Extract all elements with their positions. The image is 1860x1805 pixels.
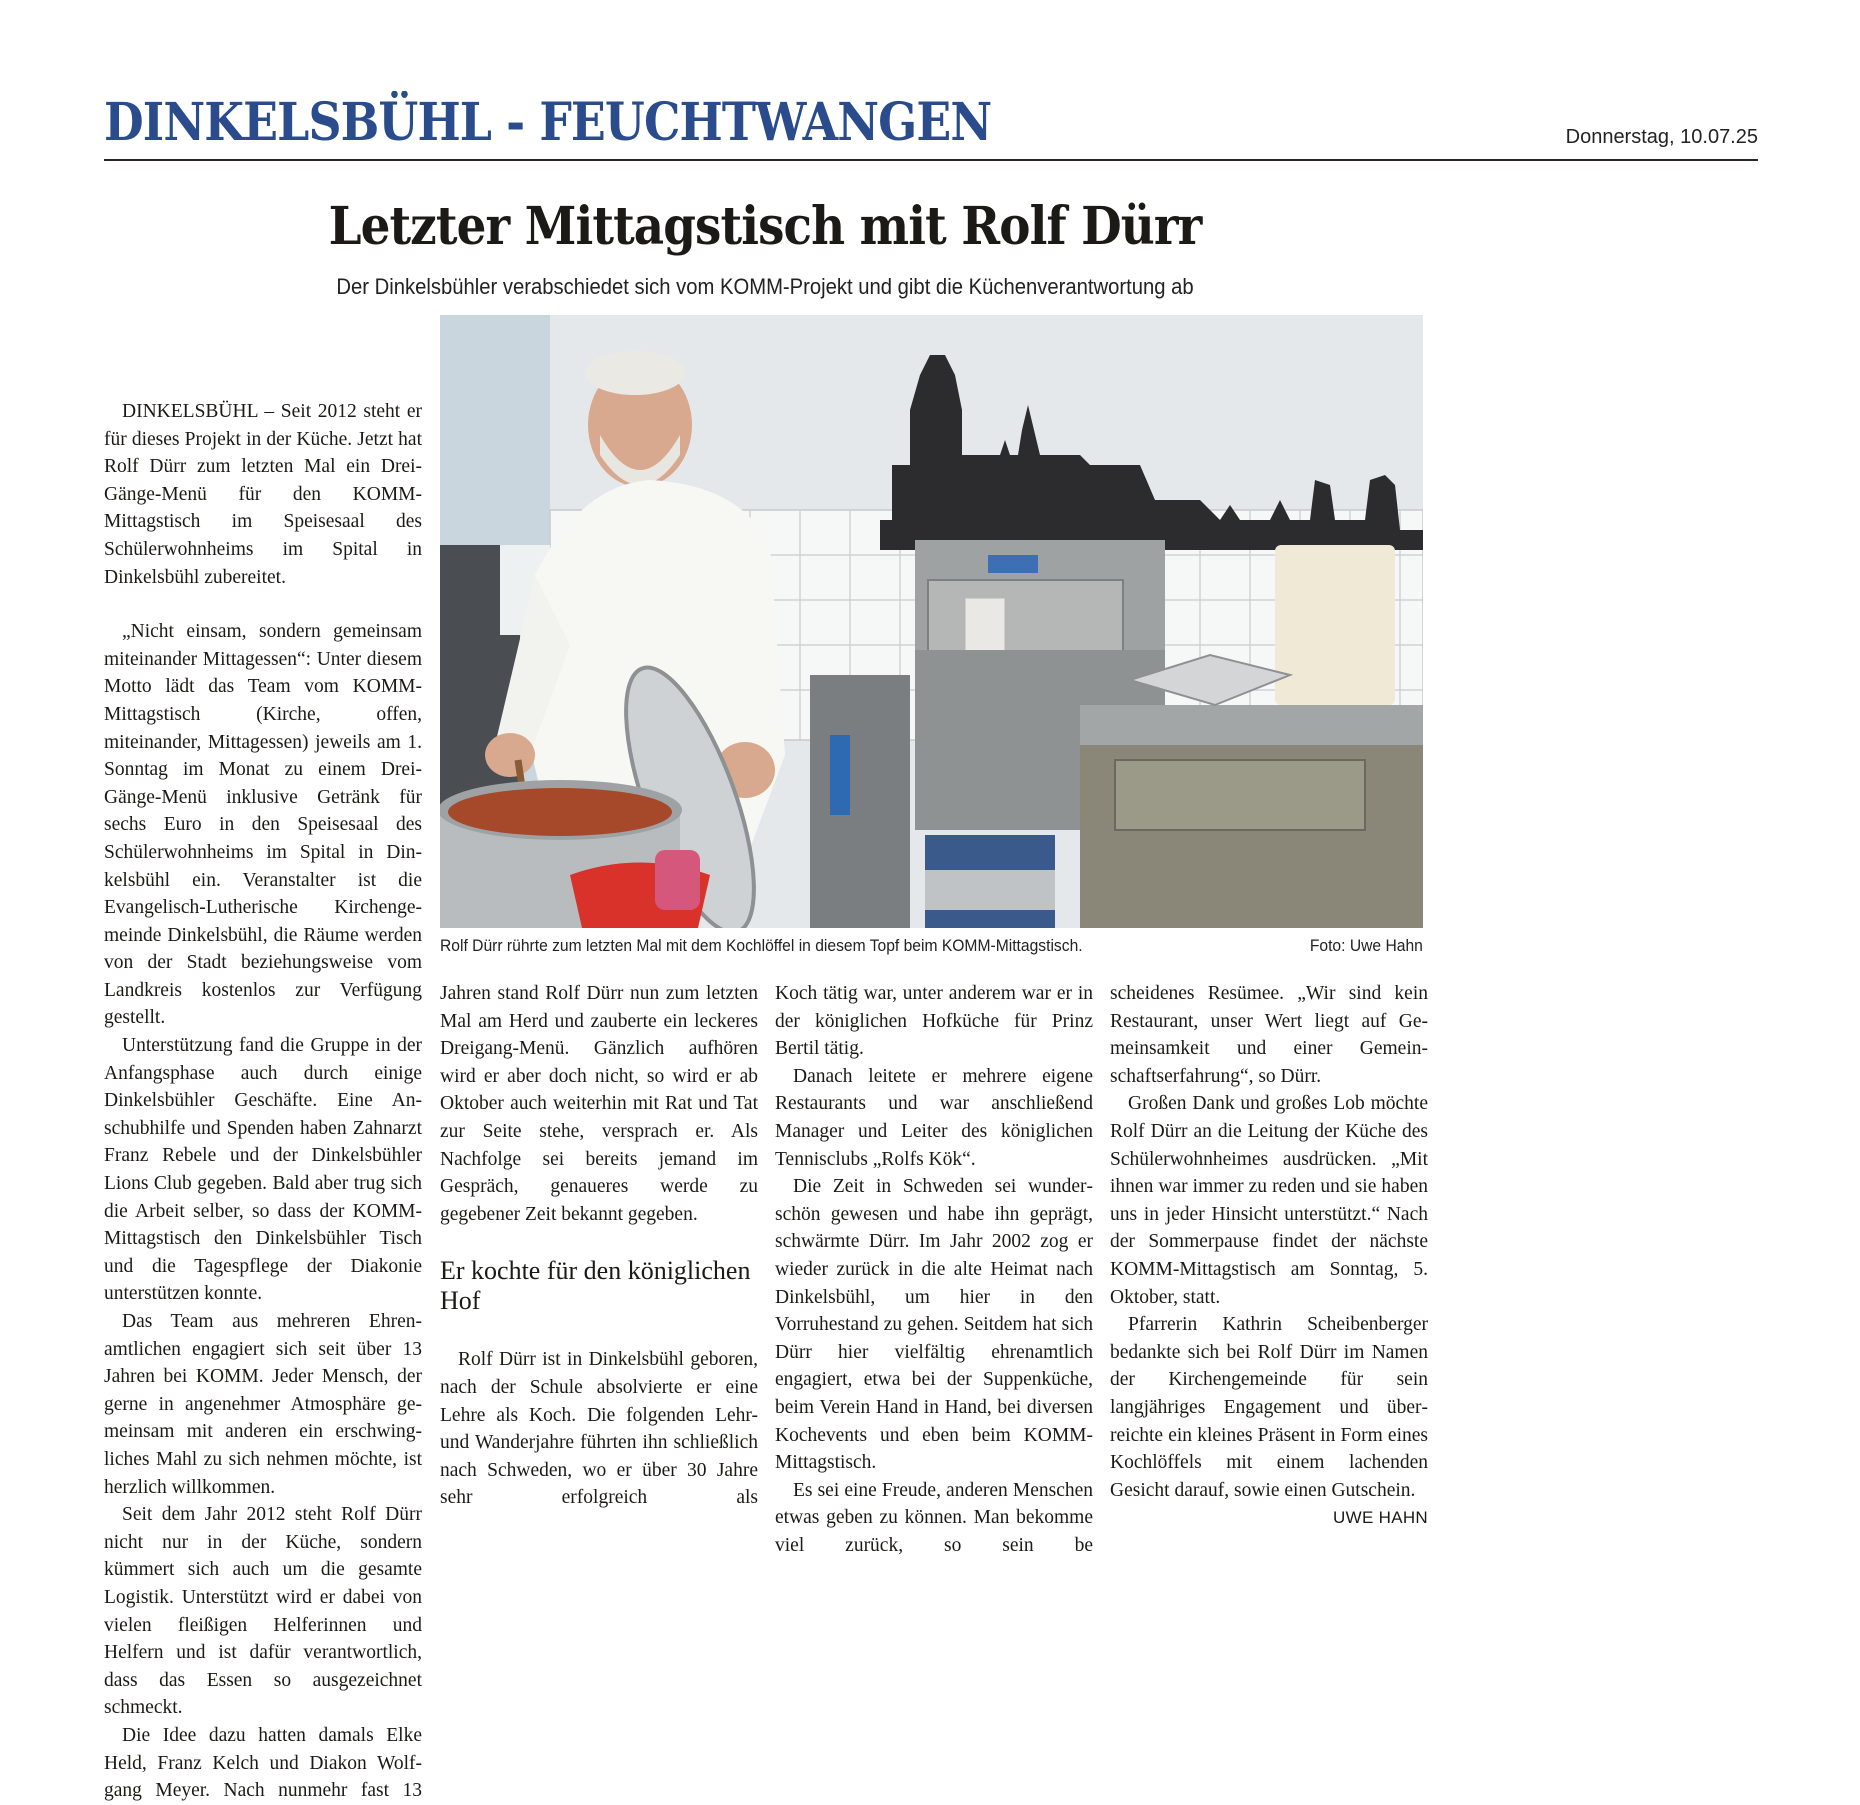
photo-credit: Foto: Uwe Hahn xyxy=(1309,936,1423,955)
paragraph: Unterstützung fand die Gruppe in der Anfangsphase auch durch einige Dinkelsbühler Geschäfte. Eine Anschubhilfe und Spenden haben Zahnarzt Franz Rebele und der Dinkelsbühler Lions Club gegeben. Bald aber trug sich die Arbeit selber, so dass der KOMM-Mittagstisch den Dinkelsbühler Tisch und die Tagespflege der Diakonie unterstützen konnte. xyxy=(104,1035,422,1305)
paragraph: Rolf Dürr ist in Dinkelsbühl geboren, nach der Schule absolvierte er eine Lehre als Koch. Die folgenden Lehr- und Wanderjahre führten ihn schließlich nach Schweden, wo er über 30 Jahre sehr erfolgreich als xyxy=(440,1349,758,1509)
article-headline: Letzter Mittagstisch mit Rolf Dürr xyxy=(328,196,1202,257)
photo-caption-row xyxy=(440,936,1423,956)
author-byline: UWE HAHN xyxy=(1333,1508,1428,1528)
article-column-1 xyxy=(104,398,422,1805)
paragraph: Es sei eine Freude, anderen Menschen etwas geben zu können. Man bekomme viel zurück, so sein be xyxy=(775,1479,1093,1556)
photo-caption: Rolf Dürr rührte zum letzten Mal mit dem Kochlöffel in diesem Topf beim KOMM-Mittagstisch. xyxy=(440,936,1083,955)
header-rule xyxy=(104,159,1758,161)
article-column-4 xyxy=(1110,980,1428,1532)
paragraph: Die Idee dazu hatten damals Elke Held, Franz Kelch und Diakon Wolfgang Meyer. Nach nunmehr fast 13 xyxy=(104,1724,422,1802)
issue-date: Donnerstag, 10.07.25 xyxy=(1565,126,1758,148)
paragraph-text: Pfarrerin Kathrin Scheibenberger bedankte sich bei Rolf Dürr im Namen der Kirchengemeinde für sein langjähriges Engagement und überreichte ein kleines Präsent in Form eines Kochlöffels mit einem lachenden Gesicht darauf, sowie einen Gutschein. xyxy=(1110,1314,1428,1501)
paragraph: Koch tätig war, unter anderem war er in der königlichen Hofküche für Prinz Bertil tätig. xyxy=(775,983,1093,1060)
paragraph: scheidenes Resümee. „Wir sind kein Restaurant, unser Wert liegt auf Gemeinsamkeit und einer Gemeinschaftserfahrung“, so Dürr. xyxy=(1110,983,1428,1087)
kitchen-photo-illustration xyxy=(440,315,1423,928)
paragraph: Seit dem Jahr 2012 steht Rolf Dürr nicht nur in der Küche, sondern kümmert sich auch um die gesamte Logistik. Unterstützt wird er dabei von vielen fleißigen Helferinnen und Helfern und ist dafür verantwortlich, dass das Essen so ausgezeichnet schmeckt. xyxy=(104,1504,422,1719)
article-subheadline: Der Dinkelsbühler verabschiedet sich vom KOMM-Projekt und gibt die Küchenverantwortung ab xyxy=(336,274,1194,299)
article-subhead: Er kochte für den königlichen Hof xyxy=(440,1256,751,1316)
article-column-3 xyxy=(775,980,1093,1559)
paragraph: „Nicht einsam, sondern gemeinsam miteinander Mittagessen“: Unter diesem Motto lädt das Team vom KOMM-Mittagstisch (Kirche, offen, miteinander, Mittagessen) jeweils am 1. Sonntag im Monat zu einem Drei-Gänge-Menü inklusive Getränk für sechs Euro in den Speisesaal des Schülerwohnheims im Spital in Dinkelsbühl ein. Veranstalter ist die Evangelisch-Lutherische Kirchengemeinde Dinkelsbühl, die Räume werden von der Stadt beziehungsweise vom Landkreis kostenlos zur Verfügung gestellt. xyxy=(104,621,422,1029)
paragraph: Das Team aus mehreren Ehrenamtlichen engagiert sich seit über 13 Jahren bei KOMM. Jeder Mensch, der gerne in angenehmer Atmosphäre gemeinsam mit anderen ein erschwingliches Mahl zu sich nehmen möchte, ist herzlich willkommen. xyxy=(104,1311,422,1498)
paragraph: Großen Dank und großes Lob möchte Rolf Dürr an die Leitung der Küche des Schülerwohnheimes ausdrücken. „Mit ihnen war immer zu reden und sie haben uns in jeder Hinsicht unterstützt.“ Nach der Sommerpause findet der nächste KOMM-Mittagstisch am Sonntag, 5. Oktober, statt. xyxy=(1110,1093,1428,1308)
section-title: DINKELSBÜHL - FEUCHTWANGEN xyxy=(104,92,992,153)
article-column-2 xyxy=(440,980,758,1512)
paragraph xyxy=(1110,1311,1428,1528)
paragraph: Jahren stand Rolf Dürr nun zum letzten Mal am Herd und zauberte ein leckeres Dreigang-Menü. Gänzlich aufhören wird er aber doch nicht, so wird er ab Oktober auch weiterhin mit Rat und Tat zur Seite stehe, versprach er. Als Nachfolge sei bereits jemand im Gespräch, genaueres werde zu gegebener Zeit bekannt gegeben. xyxy=(440,983,758,1225)
paragraph: Danach leitete er mehrere eigene Restaurants und war anschließend Manager und Leiter des königlichen Tennisclubs „Rolfs Kök“. xyxy=(775,1065,1093,1170)
article-photo xyxy=(440,315,1423,928)
paragraph: Die Zeit in Schweden sei wunderschön gewesen und habe ihn geprägt, schwärmte Dürr. Im Jahr 2002 zog er wieder zurück in die alte Heimat nach Dinkelsbühl, um hier in den Vorruhestand zu gehen. Seitdem hat sich Dürr hier vielfältig ehrenamtlich engagiert, etwa bei der Suppenküche, beim Verein Hand in Hand, bei diversen Kochevents und eben beim KOMM-Mittagstisch. xyxy=(775,1176,1093,1474)
paragraph: DINKELSBÜHL – Seit 2012 steht er für dieses Projekt in der Küche. Jetzt hat Rolf Dürr zum letzten Mal ein Drei-Gänge-Menü für den KOMM-Mittagstisch im Speisesaal des Schülerwohnheims im Spital in Dinkelsbühl zubereitet. xyxy=(104,401,422,588)
